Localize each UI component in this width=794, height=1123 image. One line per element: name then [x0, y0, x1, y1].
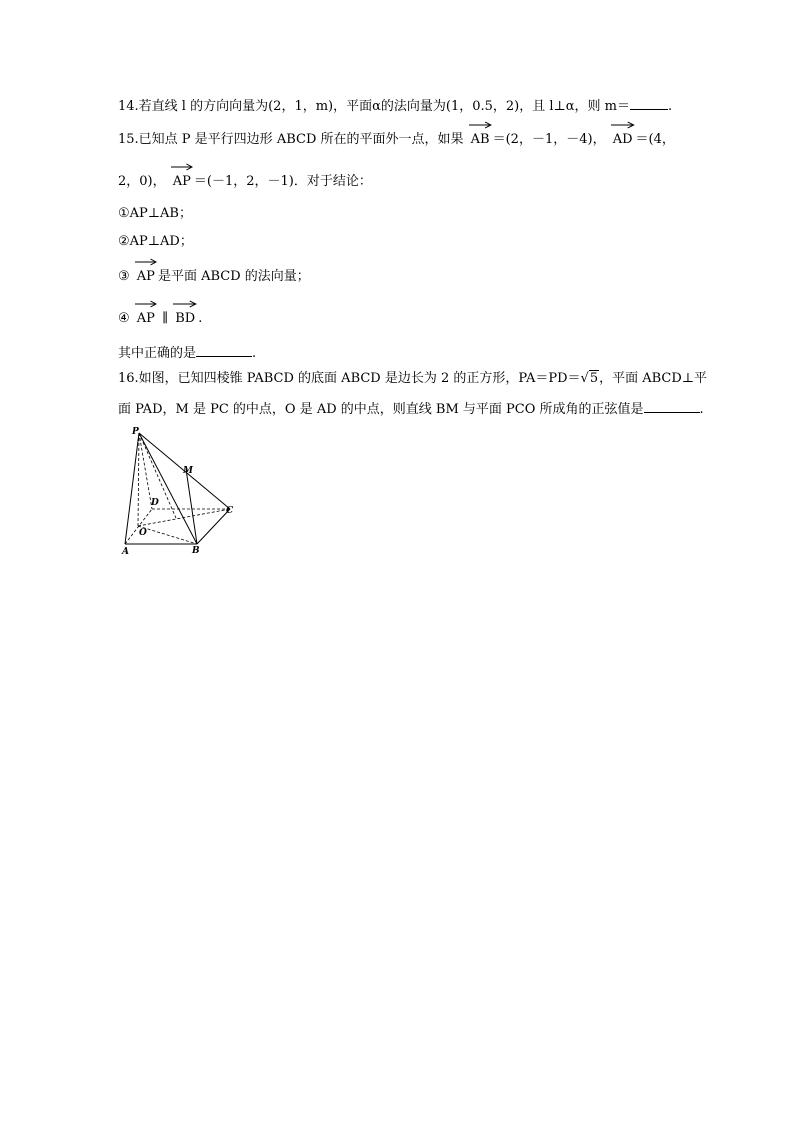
q16-end: .: [699, 402, 704, 417]
q14-answer-blank[interactable]: [630, 96, 668, 110]
q16-line-2: [118, 399, 704, 419]
label-b: B: [192, 546, 200, 556]
vector-arrow-icon: [173, 300, 197, 308]
q16-text-2: 面 PAD，M 是 PC 的中点，O 是 AD 的中点，则直线 BM 与平面 PCO 所成角的正弦值是: [118, 402, 644, 417]
vector-ap: [134, 268, 158, 286]
q15-question: [118, 343, 256, 363]
q16-answer-blank[interactable]: [644, 399, 700, 413]
conclusion-2-text: ②AP⊥AD；: [118, 234, 193, 249]
conclusion-3-text: 是平面 ABCD 的法向量；: [157, 269, 310, 284]
vector-bd-label: BD: [175, 311, 196, 326]
q16-text-b: ，平面 ABCD⊥平: [599, 371, 708, 386]
vector-arrow-icon: [135, 258, 157, 266]
q14-line: [118, 96, 672, 116]
q15-line-2: [118, 173, 372, 191]
vector-ab-label: AB: [470, 132, 490, 147]
conclusion-4-number: ④: [118, 311, 130, 326]
q15-line2-start: 2，0)，: [118, 174, 166, 189]
conclusion-3-number: ③: [118, 269, 130, 284]
q15-ap-value: ＝(－1，2，－1)．对于结论：: [193, 174, 372, 189]
vector-arrow-icon: [171, 163, 193, 171]
sqrt-radicand: 5: [589, 371, 599, 386]
vector-arrow-icon: [611, 121, 635, 129]
label-o: O: [139, 528, 147, 538]
vector-ab: [468, 131, 493, 149]
vector-bd: [172, 310, 198, 328]
vector-ad: [610, 131, 636, 149]
conclusion-1-text: ①AP⊥AB；: [118, 206, 192, 221]
parallel-symbol: ∥: [162, 311, 169, 326]
pyramid-figure: [118, 422, 242, 556]
conclusion-4-end: .: [198, 311, 203, 326]
vector-ap-label: AP: [136, 269, 155, 284]
q15-ad-value: ＝(4，: [635, 132, 675, 147]
vector-arrow-icon: [469, 121, 492, 129]
q15-ask-text: 其中正确的是: [118, 346, 197, 361]
label-c: C: [226, 506, 234, 516]
q16-text-a: 16.如图，已知四棱锥 PABCD 的底面 ABCD 是边长为 2 的正方形，PA＝PD＝: [118, 371, 581, 386]
q15-ask-end: .: [252, 346, 257, 361]
q14-text: 14.若直线 l 的方向向量为(2，1，m)，平面α的法向量为(1，0.5，2)，且 l⊥α，则 m＝: [118, 99, 631, 114]
label-m: M: [183, 466, 193, 476]
q15-conclusion-2: [118, 233, 193, 251]
vector-ap-label: AP: [136, 311, 155, 326]
label-p: P: [132, 427, 139, 437]
label-d: D: [151, 498, 159, 508]
q15-answer-blank[interactable]: [196, 343, 252, 357]
q15-conclusion-3: [118, 268, 310, 286]
vector-arrow-icon: [135, 300, 157, 308]
radical-icon: √: [580, 371, 589, 386]
sqrt-5: [581, 370, 600, 388]
vector-ap: [170, 173, 194, 191]
q14-end: .: [668, 99, 673, 114]
label-a: A: [122, 547, 129, 556]
q15-intro: 15.已知点 P 是平行四边形 ABCD 所在的平面外一点，如果: [118, 132, 464, 147]
vector-ap: [134, 310, 158, 328]
vector-ad-label: AD: [612, 132, 633, 147]
vector-ap-label: AP: [172, 174, 191, 189]
q16-line-1: [118, 370, 707, 388]
q15-conclusion-1: [118, 205, 192, 223]
q15-ab-value: ＝(2，－1，－4)，: [492, 132, 606, 147]
q15-conclusion-4: [118, 310, 202, 328]
q15-line-1: [118, 131, 675, 149]
